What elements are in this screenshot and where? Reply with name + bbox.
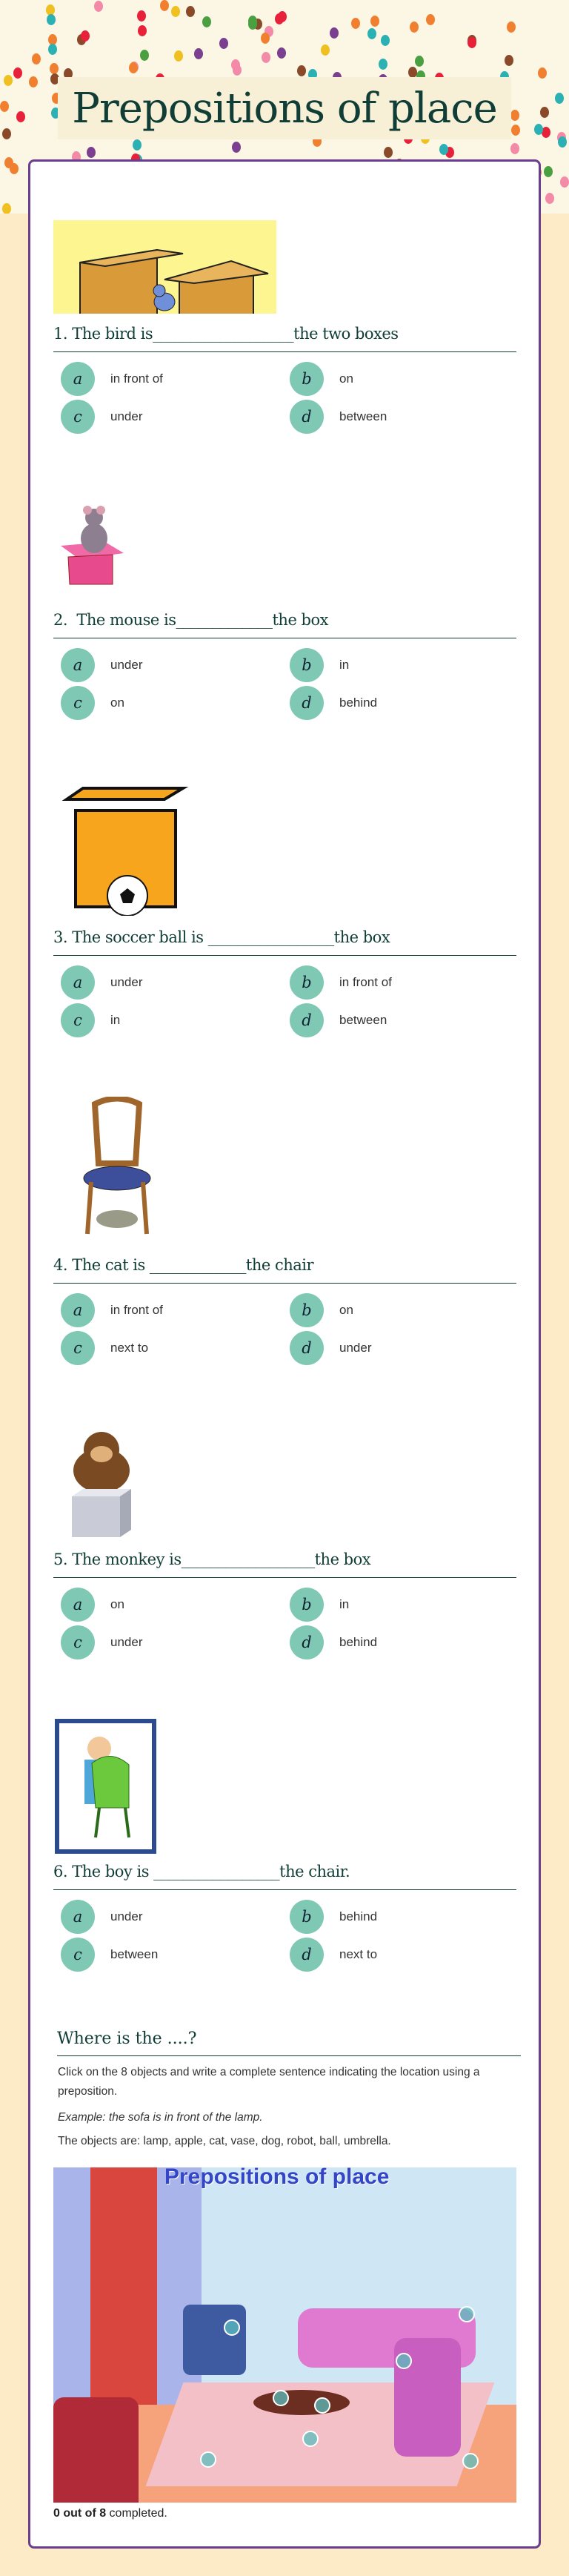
ball-box-image xyxy=(53,785,190,916)
question-2 xyxy=(30,435,539,721)
option-label: between xyxy=(110,1946,159,1961)
option-label: under xyxy=(110,657,143,672)
option-letter-badge: d xyxy=(290,686,324,720)
answer-options xyxy=(53,1890,516,1973)
confetti-dot xyxy=(13,67,22,79)
option-label: in front of xyxy=(110,371,163,386)
option-label: on xyxy=(110,1596,124,1611)
question-text: 1. The bird is___________________the two boxes xyxy=(53,323,516,352)
option-letter-badge: a xyxy=(61,362,95,396)
confetti-dot xyxy=(379,59,387,70)
coffee-table xyxy=(253,2390,350,2415)
option-letter-badge: c xyxy=(61,1625,95,1659)
option-d[interactable] xyxy=(282,684,516,721)
confetti-dot xyxy=(297,65,306,76)
confetti-dot xyxy=(138,25,147,36)
hotspot-umbrella[interactable] xyxy=(396,2353,412,2369)
option-letter-badge: b xyxy=(290,1900,324,1934)
confetti-dot xyxy=(94,1,103,12)
confetti-dot xyxy=(4,75,13,86)
option-letter-badge: c xyxy=(61,1003,95,1037)
question-image xyxy=(53,1661,516,1860)
confetti-dot xyxy=(545,193,554,204)
option-d[interactable] xyxy=(282,1623,516,1661)
confetti-dot xyxy=(540,107,549,118)
where-is-section xyxy=(30,1973,539,2520)
confetti-dot xyxy=(507,22,516,33)
question-image xyxy=(53,1367,516,1548)
option-letter-badge: b xyxy=(290,965,324,1000)
option-b[interactable] xyxy=(282,1898,516,1935)
confetti-dot xyxy=(510,110,519,121)
confetti-dot xyxy=(505,55,513,66)
answer-options xyxy=(53,1284,516,1367)
progress-suffix: completed. xyxy=(106,2507,167,2520)
option-label: under xyxy=(110,1909,143,1923)
option-d[interactable] xyxy=(282,1329,516,1367)
option-label: on xyxy=(339,371,353,386)
confetti-dot xyxy=(219,38,228,49)
option-label: on xyxy=(339,1302,353,1317)
armchair-blue xyxy=(183,2305,246,2375)
mouse-box-image xyxy=(53,501,127,587)
confetti-dot xyxy=(410,22,419,33)
option-letter-badge: a xyxy=(61,965,95,1000)
option-label: behind xyxy=(339,1634,378,1649)
option-letter-badge: a xyxy=(61,648,95,682)
question-3 xyxy=(30,721,539,1039)
option-label: in xyxy=(110,1012,121,1027)
confetti-dot xyxy=(510,143,519,154)
option-c[interactable] xyxy=(53,1623,282,1661)
option-letter-badge: d xyxy=(290,400,324,434)
confetti-dot xyxy=(262,52,270,63)
confetti-dot xyxy=(186,6,195,17)
option-a[interactable] xyxy=(53,646,282,684)
confetti-dot xyxy=(129,62,138,73)
option-b[interactable] xyxy=(282,1291,516,1329)
example-text: Example: the sofa is in front of the lamp. xyxy=(58,2111,263,2124)
confetti-dot xyxy=(534,124,543,135)
worksheet-card xyxy=(28,159,541,2549)
option-letter-badge: c xyxy=(61,400,95,434)
confetti-dot xyxy=(47,14,56,25)
confetti-dot xyxy=(2,203,11,214)
confetti-dot xyxy=(384,147,393,158)
confetti-dot xyxy=(367,28,376,39)
option-a[interactable] xyxy=(53,1898,282,1935)
confetti-dot xyxy=(32,53,41,65)
confetti-dot xyxy=(0,101,9,112)
question-text: 4. The cat is _____________the chair xyxy=(53,1254,516,1284)
confetti-dot xyxy=(321,44,330,56)
confetti-dot xyxy=(194,48,203,59)
option-letter-badge: d xyxy=(290,1938,324,1972)
option-label: under xyxy=(339,1340,372,1355)
question-image xyxy=(53,435,516,609)
option-label: in xyxy=(339,1596,350,1611)
option-letter-badge: a xyxy=(61,1293,95,1327)
question-1 xyxy=(30,162,539,435)
living-room-image xyxy=(53,2167,516,2503)
option-letter-badge: c xyxy=(61,686,95,720)
option-label: next to xyxy=(339,1946,378,1961)
confetti-dot xyxy=(10,163,19,174)
option-letter-badge: c xyxy=(61,1938,95,1972)
option-label: under xyxy=(110,409,143,423)
option-d[interactable] xyxy=(282,1001,516,1039)
confetti-dot xyxy=(160,0,169,11)
option-letter-badge: a xyxy=(61,1900,95,1934)
confetti-dot xyxy=(48,44,57,55)
option-label: under xyxy=(110,1634,143,1649)
option-letter-badge: c xyxy=(61,1331,95,1365)
answer-options xyxy=(53,956,516,1039)
option-letter-badge: b xyxy=(290,648,324,682)
option-letter-badge: b xyxy=(290,1588,324,1622)
option-letter-badge: d xyxy=(290,1003,324,1037)
option-a[interactable] xyxy=(53,1585,282,1623)
question-image xyxy=(53,1039,516,1254)
question-text: 5. The monkey is__________________the box xyxy=(53,1548,516,1578)
answer-options xyxy=(53,352,516,435)
question-text: 6. The boy is _________________the chair. xyxy=(53,1860,516,1890)
confetti-dot xyxy=(330,27,339,39)
hotspot-dog[interactable] xyxy=(302,2431,319,2447)
option-b[interactable] xyxy=(282,360,516,397)
confetti-dot xyxy=(87,147,96,158)
room-image-title: Prepositions of place xyxy=(164,2167,390,2189)
question-5 xyxy=(30,1367,539,1661)
confetti-dot xyxy=(415,56,424,67)
option-d[interactable] xyxy=(282,1935,516,1973)
hotspot-cat[interactable] xyxy=(224,2319,240,2336)
progress-status xyxy=(53,2507,516,2520)
confetti-dot xyxy=(439,144,448,155)
hotspot-ball[interactable] xyxy=(314,2397,330,2414)
option-label: next to xyxy=(110,1340,149,1355)
progress-count: 0 out of 8 xyxy=(53,2507,107,2520)
option-label: behind xyxy=(339,695,378,710)
option-label: in front of xyxy=(339,974,392,989)
confetti-dot xyxy=(408,67,417,78)
answer-options xyxy=(53,1578,516,1661)
confetti-dot xyxy=(467,37,476,48)
confetti-dot xyxy=(277,47,286,59)
option-label: under xyxy=(110,974,143,989)
confetti-dot xyxy=(544,166,553,177)
confetti-dot xyxy=(133,139,142,151)
question-6 xyxy=(30,1661,539,1973)
armchair-red xyxy=(53,2397,139,2503)
page-title: Prepositions of place xyxy=(72,84,497,133)
confetti-dot xyxy=(137,10,146,22)
question-image xyxy=(53,162,516,323)
option-letter-badge: b xyxy=(290,1293,324,1327)
option-a[interactable] xyxy=(53,360,282,397)
option-b[interactable] xyxy=(282,1585,516,1623)
option-a[interactable] xyxy=(53,1291,282,1329)
answer-options xyxy=(53,638,516,721)
option-c[interactable] xyxy=(53,1329,282,1367)
option-c[interactable] xyxy=(53,397,282,435)
confetti-dot xyxy=(29,76,38,87)
confetti-dot xyxy=(248,16,257,27)
option-label: in xyxy=(339,657,350,672)
confetti-dot xyxy=(426,14,435,25)
option-letter-badge: b xyxy=(290,362,324,396)
fireplace-chimney xyxy=(90,2167,157,2420)
option-letter-badge: d xyxy=(290,1625,324,1659)
confetti-dot xyxy=(261,33,270,44)
option-b[interactable] xyxy=(282,963,516,1001)
confetti-dot xyxy=(560,176,569,188)
option-label: in front of xyxy=(110,1302,163,1317)
confetti-dot xyxy=(381,35,390,46)
confetti-dot xyxy=(351,18,360,29)
option-c[interactable] xyxy=(53,1001,282,1039)
option-label: between xyxy=(339,409,387,423)
cat-chair-image xyxy=(80,1097,154,1239)
question-text: 3. The soccer ball is _________________the box xyxy=(53,926,516,956)
option-label: behind xyxy=(339,1909,378,1923)
confetti-dot xyxy=(233,65,242,76)
option-b[interactable] xyxy=(282,646,516,684)
confetti-dot xyxy=(174,50,183,62)
question-image xyxy=(53,721,516,926)
option-c[interactable] xyxy=(53,1935,282,1973)
option-label: on xyxy=(110,695,124,710)
confetti-dot xyxy=(81,30,90,42)
confetti-dot xyxy=(140,50,149,61)
instructions-text: Click on the 8 objects and write a complete sentence indicating the location using a preposition. xyxy=(58,2066,480,2098)
option-label: between xyxy=(339,1012,387,1027)
hotspot-apple[interactable] xyxy=(462,2453,479,2469)
hotspot-vase[interactable] xyxy=(273,2390,289,2406)
question-4 xyxy=(30,1039,539,1367)
option-d[interactable] xyxy=(282,397,516,435)
objects-list-text: The objects are: lamp, apple, cat, vase, dog, robot, ball, umbrella. xyxy=(58,2135,391,2147)
confetti-dot xyxy=(16,111,25,122)
section-heading: Where is the ....? xyxy=(57,2030,521,2056)
confetti-dot xyxy=(2,128,11,139)
boy-chair-image xyxy=(55,1719,156,1854)
option-letter-badge: d xyxy=(290,1331,324,1365)
option-a[interactable] xyxy=(53,963,282,1001)
confetti-dot xyxy=(370,16,379,27)
hotspot-lamp[interactable] xyxy=(459,2306,475,2322)
confetti-dot xyxy=(555,93,564,104)
hotspot-robot[interactable] xyxy=(200,2451,216,2468)
option-c[interactable] xyxy=(53,684,282,721)
confetti-dot xyxy=(275,13,284,24)
bird-boxes-image xyxy=(53,220,276,314)
confetti-dot xyxy=(171,6,180,17)
title-banner xyxy=(58,77,511,139)
option-letter-badge: a xyxy=(61,1588,95,1622)
question-text: 2. The mouse is_____________the box xyxy=(53,609,516,638)
confetti-dot xyxy=(558,136,567,148)
confetti-dot xyxy=(202,16,211,27)
monkey-box-image xyxy=(61,1426,142,1539)
confetti-dot xyxy=(511,125,520,136)
confetti-dot xyxy=(538,67,547,79)
confetti-dot xyxy=(232,142,241,153)
